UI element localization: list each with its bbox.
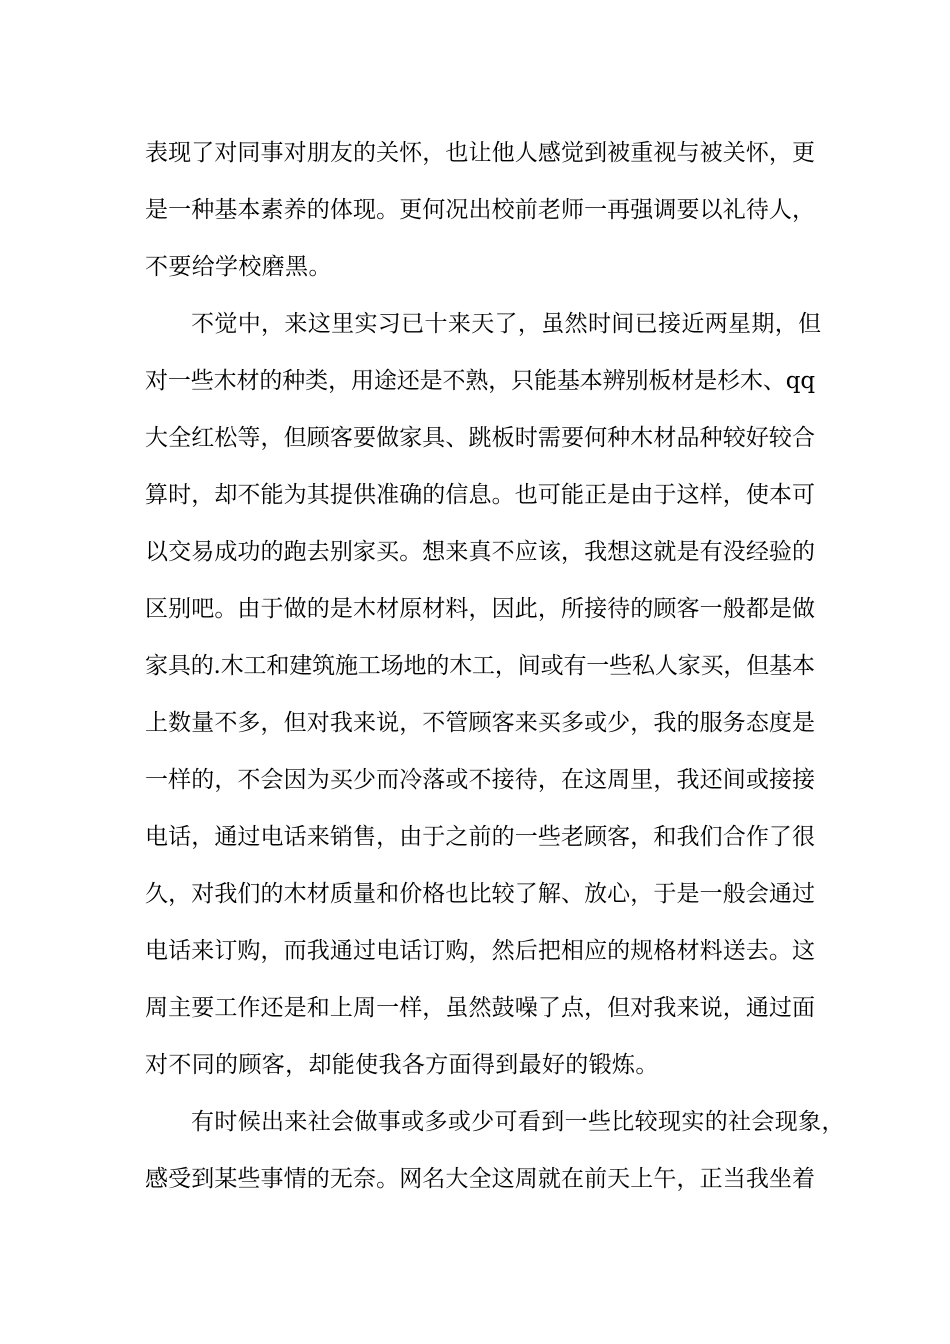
text-line: 大全红松等，但顾客要做家具、跳板时需要何种木材品种较好较合 xyxy=(145,425,816,451)
text-line: 感受到某些事情的无奈。网名大全这周就在前天上午，正当我坐着 xyxy=(145,1166,816,1192)
text-line: 有时候出来社会做事或多或少可看到一些比较现实的社会现象， xyxy=(191,1109,845,1135)
text-line: 不觉中，来这里实习已十来天了，虽然时间已接近两星期，但 xyxy=(191,311,822,337)
text-line: 电话，通过电话来销售，由于之前的一些老顾客，和我们合作了很 xyxy=(145,824,816,850)
text-line: 周主要工作还是和上周一样，虽然鼓噪了点，但对我来说，通过面 xyxy=(145,995,816,1021)
text-line: 久，对我们的木材质量和价格也比较了解、放心，于是一般会通过 xyxy=(145,881,816,907)
text-line: 电话来订购，而我通过电话订购，然后把相应的规格材料送去。这 xyxy=(145,938,816,964)
text-line: 算时，却不能为其提供准确的信息。也可能正是由于这样，使本可 xyxy=(145,482,816,508)
text-line: 是一种基本素养的体现。更何况出校前老师一再强调要以礼待人， xyxy=(145,197,816,223)
text-line: 上数量不多，但对我来说，不管顾客来买多或少，我的服务态度是 xyxy=(145,710,816,736)
text-line: 家具的.木工和建筑施工场地的木工，间或有一些私人家买，但基本 xyxy=(145,653,815,679)
text-line: 一样的，不会因为买少而冷落或不接待，在这周里，我还间或接接 xyxy=(145,767,816,793)
text-line: 对不同的顾客，却能使我各方面得到最好的锻炼。 xyxy=(145,1052,659,1078)
text-line: 对一些木材的种类，用途还是不熟，只能基本辨别板材是杉木、qq xyxy=(145,368,815,394)
text-line: 区别吧。由于做的是木材原材料，因此，所接待的顾客一般都是做 xyxy=(145,596,816,622)
text-line: 不要给学校磨黑。 xyxy=(145,254,332,280)
text-line: 以交易成功的跑去别家买。想来真不应该，我想这就是有没经验的 xyxy=(145,539,816,565)
text-line: 表现了对同事对朋友的关怀，也让他人感觉到被重视与被关怀，更 xyxy=(145,140,816,166)
